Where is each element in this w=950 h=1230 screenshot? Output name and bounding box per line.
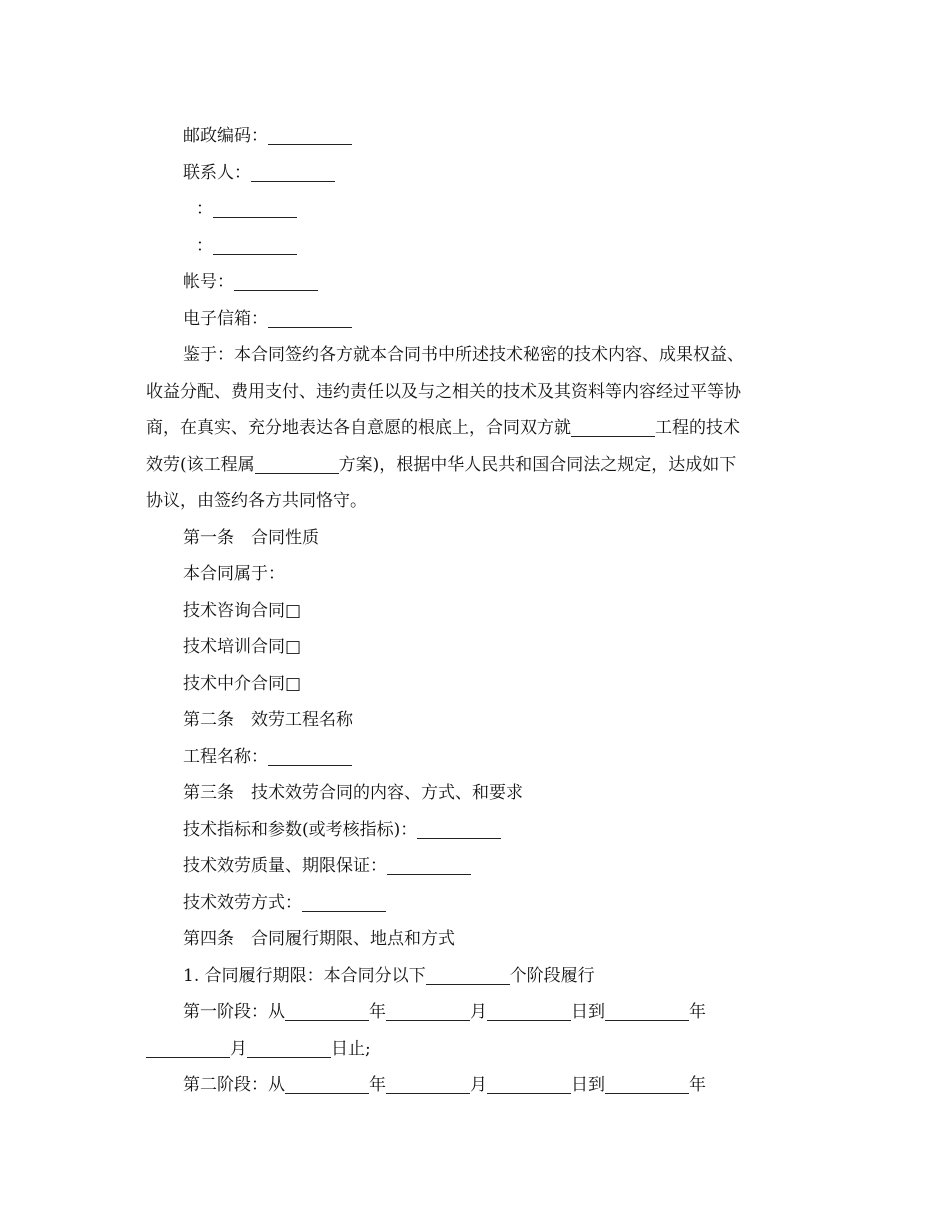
blank-field [487, 1092, 571, 1094]
term-line: 1. 合同履行期限：本合同分以下 个阶段履行 [183, 965, 595, 986]
article-2-title: 第二条 效劳工程名称 [183, 710, 353, 730]
blank-field [605, 1092, 689, 1094]
colon-line-1: ： [146, 191, 800, 228]
project-name-line: 工程名称： [146, 739, 800, 776]
blank-field [386, 1019, 470, 1021]
blank-field [605, 1019, 689, 1021]
article-3-title: 第三条 技术效劳合同的内容、方式、和要求 [183, 783, 523, 803]
blank-field [234, 289, 318, 291]
blank-field [285, 1092, 369, 1094]
blank-field [146, 1056, 230, 1058]
blank-field [417, 837, 501, 839]
recital-line-3: 商，在真实、充分地表达各自意愿的根底上，合同双方就 工程的技术 [146, 418, 740, 438]
phase-2-line: 第二阶段：从 年 月 日到 年 [183, 1075, 706, 1095]
blank-field [426, 983, 510, 985]
article-4-title: 第四条 合同履行期限、地点和方式 [183, 929, 455, 949]
option-tech-training: 技术培训合同□ [183, 637, 302, 657]
blank-field [571, 435, 655, 437]
tech-index-line: 技术指标和参数(或考核指标)： [146, 812, 800, 849]
postal-code-line: 邮政编码： [146, 118, 800, 155]
recital-line-1: 鉴于：本合同签约各方就本合同书中所述技术秘密的技术内容、成果权益、 [183, 345, 744, 365]
phase-1-line-cont: 月 日止; [146, 1031, 800, 1068]
email-line: 电子信箱： [146, 301, 800, 338]
option-tech-consulting: 技术咨询合同□ [183, 600, 302, 621]
contact-line: 联系人： [146, 155, 800, 192]
blank-field [302, 910, 386, 912]
account-line: 帐号： [146, 264, 800, 301]
recital-line-5: 协议，由签约各方共同恪守。 [146, 491, 367, 511]
option-tech-intermediary: 技术中介合同□ [183, 673, 302, 694]
blank-field [268, 143, 352, 145]
blank-field [268, 326, 352, 328]
blank-field [251, 180, 335, 182]
blank-field [285, 1019, 369, 1021]
blank-field [247, 1056, 331, 1058]
recital-line-2: 收益分配、费用支付、违约责任以及与之相关的技术及其资料等内容经过平等协 [146, 381, 741, 402]
article-1-title: 第一条 合同性质 [183, 527, 319, 548]
article-1-intro: 本合同属于： [183, 564, 285, 584]
blank-field [387, 873, 471, 875]
quality-line: 技术效劳质量、期限保证： [146, 848, 800, 885]
phase-1-line: 第一阶段：从 年 月 日到 年 [183, 1002, 706, 1022]
blank-field [255, 472, 339, 474]
blank-field [268, 764, 352, 766]
method-line: 技术效劳方式： [146, 885, 800, 922]
blank-field [386, 1092, 470, 1094]
blank-field [213, 253, 297, 255]
colon-line-2: ： [146, 228, 800, 265]
recital-line-4: 效劳(该工程属 方案)，根据中华人民共和国合同法之规定，达成如下 [146, 454, 737, 475]
blank-field [213, 216, 297, 218]
blank-field [487, 1019, 571, 1021]
